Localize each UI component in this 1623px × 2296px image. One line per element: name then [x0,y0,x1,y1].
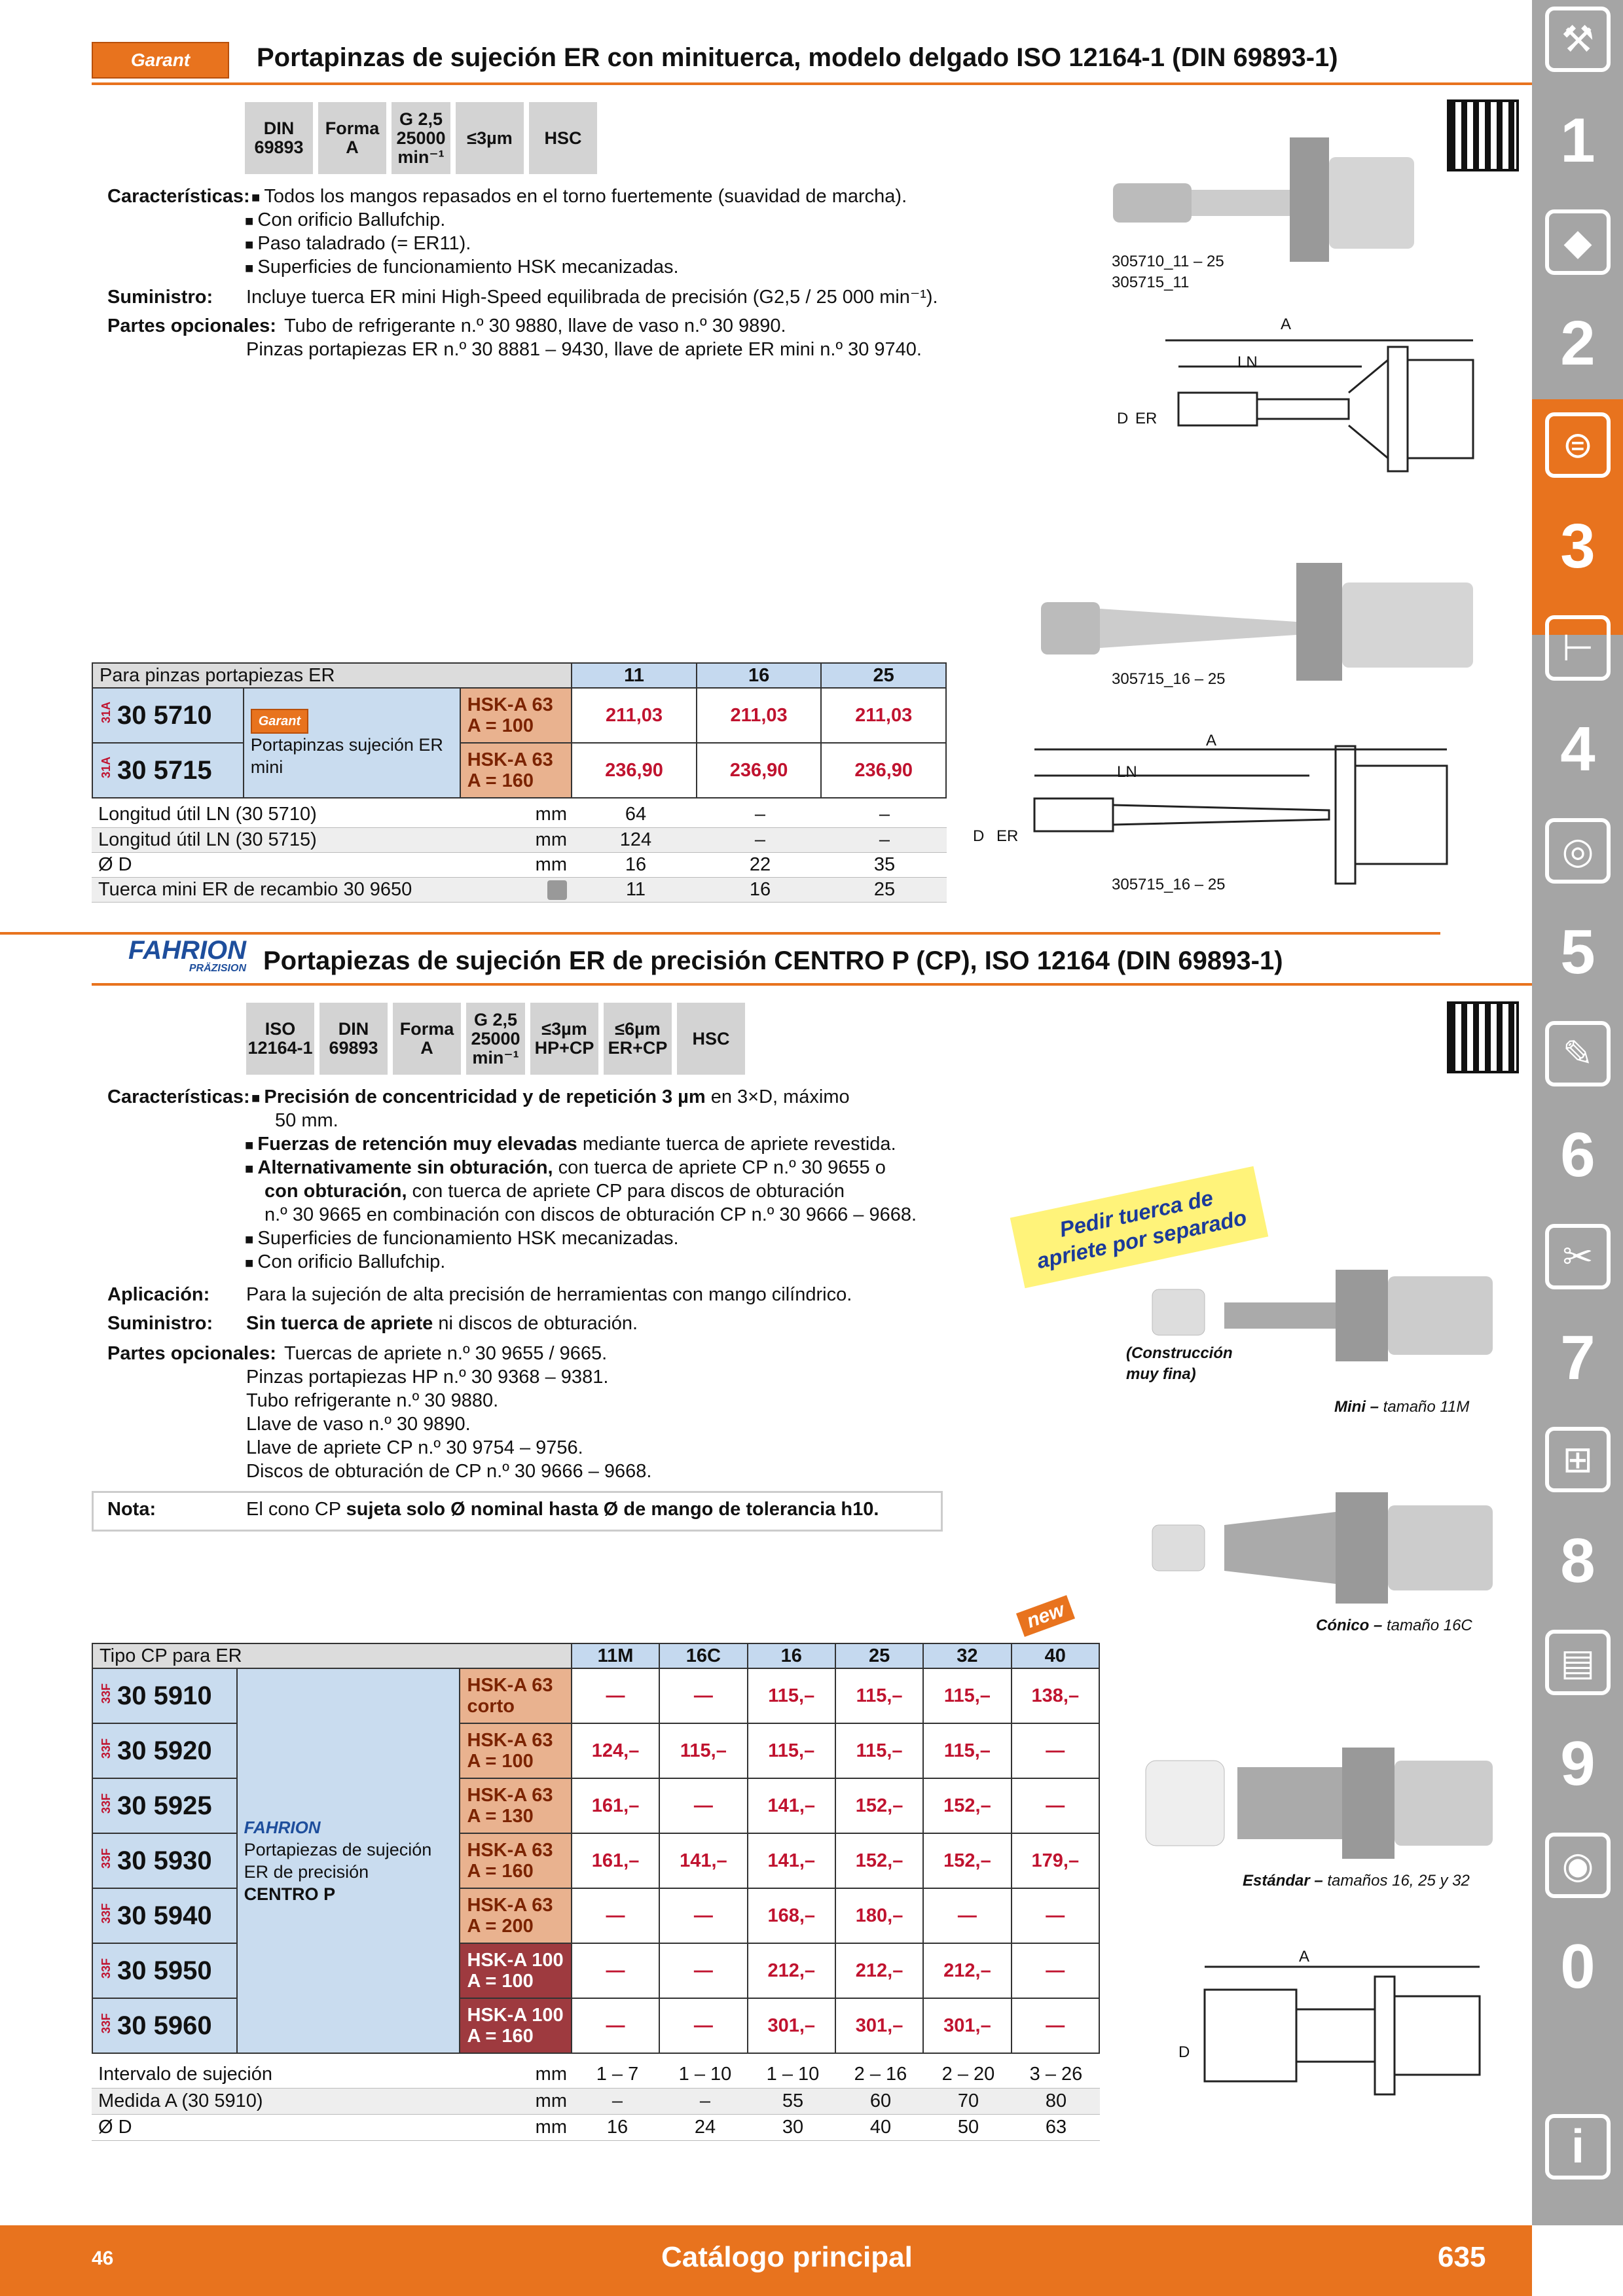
section2-title: Portapiezas de sujeción ER de precisión CENTRO P (CP), ISO 12164 (DIN 69893-1) [263,946,1283,975]
chapter-number[interactable]: 6 [1560,1120,1596,1190]
price-cell: 152,– [923,1778,1011,1833]
price-cell: 236,90 [697,743,822,798]
table-row [92,743,946,798]
price-cell: — [659,1943,747,1998]
price-cell: — [659,1888,747,1943]
chapter-number[interactable]: 8 [1560,1526,1596,1596]
garant-logo: Garant [251,709,308,734]
standard-chuck-photo [1139,1728,1506,1872]
price-cell: — [1012,1888,1099,1943]
drill-icon[interactable]: ⚒ [1545,7,1611,72]
article-number: 31A 30 5710 [92,688,244,743]
spec-badge: HSC [529,102,597,174]
s2-feature-cont: con obturación, con tuerca de apriete CP para discos de obturación [264,1181,845,1202]
article-number: 33F 30 5960 [92,1998,237,2053]
price-cell: 212,– [835,1943,923,1998]
hsk-spec: HSK-A 63 A = 130 [460,1778,571,1833]
chapter-number[interactable]: 2 [1560,308,1596,378]
chuck-icon[interactable]: ⊜ [1545,412,1611,478]
footer-title: Catálogo principal [661,2241,913,2273]
spec-row: Ø D mm 16 22 35 [92,852,947,877]
price-cell: 115,– [748,1723,835,1778]
price-cell: 211,03 [697,688,822,743]
s2-opcional: Llave de apriete CP n.º 30 9754 – 9756. [246,1437,583,1458]
price-cell: — [572,1888,659,1943]
price-cell: 301,– [923,1998,1011,2053]
price-cell: 141,– [748,1778,835,1833]
price-cell: 161,– [572,1778,659,1833]
fahrion-logo: FAHRION [244,1818,321,1837]
table-header-label: Para pinzas portapiezas ER [92,663,572,688]
article-number: 33F 30 5910 [92,1668,237,1723]
price-cell: — [1012,1998,1099,2053]
spec-badge: ≤3µm HP+CP [530,1003,598,1075]
section2-rule-top [0,932,1440,935]
nut-icon [547,880,567,900]
hsk-spec: HSK-A 63 A = 100 [460,1723,571,1778]
price-cell: 115,– [835,1668,923,1723]
s2-feature: ■ Alternativamente sin obturación, con tuerca de apriete CP n.º 30 9655 o [245,1156,886,1181]
price-cell: 115,– [923,1723,1011,1778]
s2-opcionales-label: Partes opcionales: [107,1343,276,1364]
price-cell: 179,– [1012,1833,1099,1888]
s2-opcional: Pinzas portapiezas HP n.º 30 9368 – 9381. [246,1367,609,1388]
table-row [92,688,946,743]
technical-drawing [1113,314,1480,504]
footer-page-left: 46 [92,2248,114,2269]
dimension-label: A [1206,732,1217,749]
image-caption: 305715_11 [1112,274,1190,291]
section1-title: Portapinzas de sujeción ER con minituerca, modelo delgado ISO 12164-1 (DIN 69893-1) [257,43,1338,72]
spec-badge: DIN 69893 [245,102,313,174]
dimension-label: ER [996,827,1019,845]
price-cell: 236,90 [821,743,946,798]
s2-suministro: Sin tuerca de apriete ni discos de obturación. [246,1313,638,1334]
s2-opcional: Tubo refrigerante n.º 30 9880. [246,1390,499,1411]
price-cell: 168,– [748,1888,835,1943]
price-cell: 138,– [1012,1668,1099,1723]
collet-chuck-photo [1100,118,1427,275]
s1-opcional: Pinzas portapiezas ER n.º 30 8881 – 9430, llave de apriete ER mini n.º 30 9740. [246,339,922,360]
chapter-number[interactable]: 5 [1560,917,1596,987]
price-cell: 236,90 [572,743,697,798]
chapter-number[interactable]: 0 [1560,1931,1596,2001]
s1-opcionales-label: Partes opcionales: [107,315,276,336]
s2-feature-cont: 50 mm. [275,1110,338,1131]
s2-aplicacion: Para la sujeción de alta precisión de herramientas con mango cilíndrico. [246,1284,852,1305]
spec-row: Longitud útil LN (30 5715) mm 124 – – [92,827,947,852]
spec-badge: ISO 12164-1 [246,1003,314,1075]
spec-badge: DIN 69893 [319,1003,388,1075]
s2-opcional: Llave de vaso n.º 30 9890. [246,1414,471,1435]
spec-badge: G 2,5 25000 min⁻¹ [392,102,450,174]
spec-row: Intervalo de sujeción mm 1 – 7 1 – 10 1 – 10 2 – 16 2 – 20 3 – 26 [92,2062,1100,2088]
image-caption: 305710_11 – 25 [1112,253,1224,270]
price-cell: 115,– [835,1723,923,1778]
price-cell: 301,– [748,1998,835,2053]
dimension-label: D [1178,2043,1190,2061]
caliper-icon[interactable]: ⊢ [1545,615,1611,681]
price-cell: 212,– [923,1943,1011,1998]
qr-code-icon [1447,99,1519,171]
nota-label: Nota: [107,1499,156,1520]
product-description: FAHRION Portapiezas de sujeción ER de precisión CENTRO P [237,1668,460,2053]
section2-price-table [92,1643,1100,2054]
chapter-number[interactable]: 4 [1560,714,1596,784]
price-cell: 115,– [659,1723,747,1778]
saw-blade-icon[interactable]: ◎ [1545,818,1611,884]
s1-suministro: Incluye tuerca ER mini High-Speed equilibrada de precisión (G2,5 / 25 000 min⁻¹). [246,287,938,308]
hsk-spec: HSK-A 100 A = 100 [460,1943,571,1998]
nota-text: El cono CP sujeta solo Ø nominal hasta Ø de mango de tolerancia h10. [246,1499,879,1520]
price-cell: — [1012,1943,1099,1998]
s1-feature: ■ Todos los mangos repasados en el torno fuertemente (suavidad de marcha). [251,185,907,209]
image-caption: Mini – tamaño 11M [1334,1398,1470,1416]
s1-suministro-label: Suministro: [107,287,213,308]
size-header: 11M [572,1643,659,1668]
dimension-label: A [1281,315,1292,333]
price-cell: — [1012,1778,1099,1833]
dimension-label: D [1117,410,1129,427]
price-cell: 211,03 [821,688,946,743]
s2-feature: ■ Con orificio Ballufchip. [245,1250,445,1275]
hsk-spec: HSK-A 63 corto [460,1668,571,1723]
size-header: 16 [697,663,822,688]
price-cell: — [659,1998,747,2053]
spec-badge: Forma A [318,102,386,174]
wrench-icon[interactable]: ✎ [1545,1021,1611,1086]
price-cell: — [659,1668,747,1723]
chapter-number[interactable]: 9 [1560,1729,1596,1799]
table-row [92,1668,1099,1723]
footer-page-right: 635 [1438,2241,1486,2273]
price-cell: — [572,1943,659,1998]
safety-goggles-icon[interactable]: ◉ [1545,1833,1611,1898]
size-header: 11 [572,663,697,688]
insert-icon[interactable]: ◆ [1545,209,1611,275]
s1-opcional: Tubo de refrigerante n.º 30 9880, llave de vaso n.º 30 9890. [284,315,786,336]
s2-aplicacion-label: Aplicación: [107,1284,210,1305]
construccion-label: (Construcción muy fina) [1126,1344,1233,1383]
s2-opcional: Tuercas de apriete n.º 30 9655 / 9665. [284,1343,608,1364]
chapter-number[interactable]: 7 [1560,1323,1596,1393]
spec-row: Longitud útil LN (30 5710) mm 64 – – [92,802,947,827]
qr-code-icon [1447,1001,1519,1073]
image-caption: Estándar – tamaños 16, 25 y 32 [1243,1872,1470,1890]
price-cell: 161,– [572,1833,659,1888]
spec-badge: HSC [677,1003,745,1075]
spec-badge: Forma A [393,1003,461,1075]
price-cell: 211,03 [572,688,697,743]
price-cell: — [659,1778,747,1833]
s2-opcional: Discos de obturación de CP n.º 30 9666 – 9668. [246,1461,652,1482]
spec-badge: G 2,5 25000 min⁻¹ [466,1003,525,1075]
price-cell: — [572,1998,659,2053]
section2-spec-table [92,2062,1100,2141]
size-header: 40 [1012,1643,1099,1668]
hsk-spec: HSK-A 63 A = 160 [460,743,572,798]
section1-rule [92,82,1532,85]
price-cell: 152,– [923,1833,1011,1888]
s2-feature: ■ Precisión de concentricidad y de repetición 3 µm en 3×D, máximo [251,1085,850,1110]
workbench-icon[interactable]: ⊞ [1545,1427,1611,1492]
s2-feature: ■ Superficies de funcionamiento HSK mecanizadas. [245,1227,679,1251]
price-cell: 115,– [923,1668,1011,1723]
technical-drawing [1165,1950,1493,2101]
cabinet-icon[interactable]: ▤ [1545,1630,1611,1695]
s1-feature: ■ Con orificio Ballufchip. [245,208,445,233]
size-header: 16C [659,1643,747,1668]
order-nut-separately-note: Pedir tuerca de apriete por separado [1010,1166,1269,1289]
section1-price-table [92,662,947,798]
price-cell: 124,– [572,1723,659,1778]
spec-badge: ≤3µm [456,102,524,174]
hsk-spec: HSK-A 63 A = 200 [460,1888,571,1943]
spec-badge: ≤6µm ER+CP [604,1003,672,1075]
article-number: 33F 30 5920 [92,1723,237,1778]
spec-row: Medida A (30 5910) mm – – 55 60 70 80 [92,2088,1100,2114]
s2-feature-cont: n.º 30 9665 en combinación con discos de obturación CP n.º 30 9666 – 9668. [264,1204,917,1225]
s1-feature: ■ Paso taladrado (= ER11). [245,232,471,257]
conical-chuck-photo [1139,1473,1506,1617]
hsk-spec: HSK-A 63 A = 100 [460,688,572,743]
info-icon[interactable]: i [1545,2114,1611,2179]
article-number: 31A 30 5715 [92,743,244,798]
hsk-spec: HSK-A 63 A = 160 [460,1833,571,1888]
price-cell: 141,– [659,1833,747,1888]
dimension-label: ER [1135,410,1158,427]
price-cell: — [572,1668,659,1723]
price-cell: 152,– [835,1833,923,1888]
chapter-number[interactable]: 1 [1560,105,1596,175]
s2-suministro-label: Suministro: [107,1313,213,1334]
price-cell: 212,– [748,1943,835,1998]
spec-row: Tuerca mini ER de recambio 30 9650 11 16 25 [92,877,947,902]
garant-logo: Garant [92,42,229,79]
size-header: 32 [923,1643,1011,1668]
s2-caracteristicas-label: Características: [107,1086,250,1107]
product-description: Garant Portapinzas sujeción ER mini [244,688,460,798]
article-number: 33F 30 5925 [92,1778,237,1833]
price-cell: 301,– [835,1998,923,2053]
pliers-icon[interactable]: ✂ [1545,1224,1611,1289]
image-caption: 305715_16 – 25 [1112,670,1226,688]
section1-spec-table [92,802,947,903]
price-cell: 115,– [748,1668,835,1723]
collet-chuck-long-photo [1034,556,1493,687]
hsk-spec: HSK-A 100 A = 160 [460,1998,571,2053]
size-header: 25 [821,663,946,688]
price-cell: — [923,1888,1011,1943]
article-number: 33F 30 5940 [92,1888,237,1943]
size-header: 16 [748,1643,835,1668]
dimension-label: D [973,827,985,845]
image-caption: Cónico – tamaño 16C [1316,1617,1472,1634]
article-number: 33F 30 5950 [92,1943,237,1998]
price-cell: 141,– [748,1833,835,1888]
size-header: 25 [835,1643,923,1668]
dimension-label: LN [1237,353,1258,371]
table-header-label: Tipo CP para ER [92,1643,572,1668]
price-cell: — [1012,1723,1099,1778]
s1-feature: ■ Superficies de funcionamiento HSK mecanizadas. [245,255,679,280]
fahrion-logo: FAHRION PRÄZISION [128,936,246,974]
price-cell: 180,– [835,1888,923,1943]
s2-feature: ■ Fuerzas de retención muy elevadas mediante tuerca de apriete revestida. [245,1132,896,1157]
new-badge: new [1016,1595,1075,1637]
spec-row: Ø D mm 16 24 30 40 50 63 [92,2114,1100,2140]
dimension-label: LN [1117,763,1137,781]
image-caption: 305715_16 – 25 [1112,876,1226,893]
price-cell: 152,– [835,1778,923,1833]
dimension-label: A [1299,1948,1310,1965]
chapter-number[interactable]: 3 [1560,511,1596,581]
article-number: 33F 30 5930 [92,1833,237,1888]
section2-rule [92,983,1532,986]
s1-caracteristicas-label: Características: [107,186,250,207]
